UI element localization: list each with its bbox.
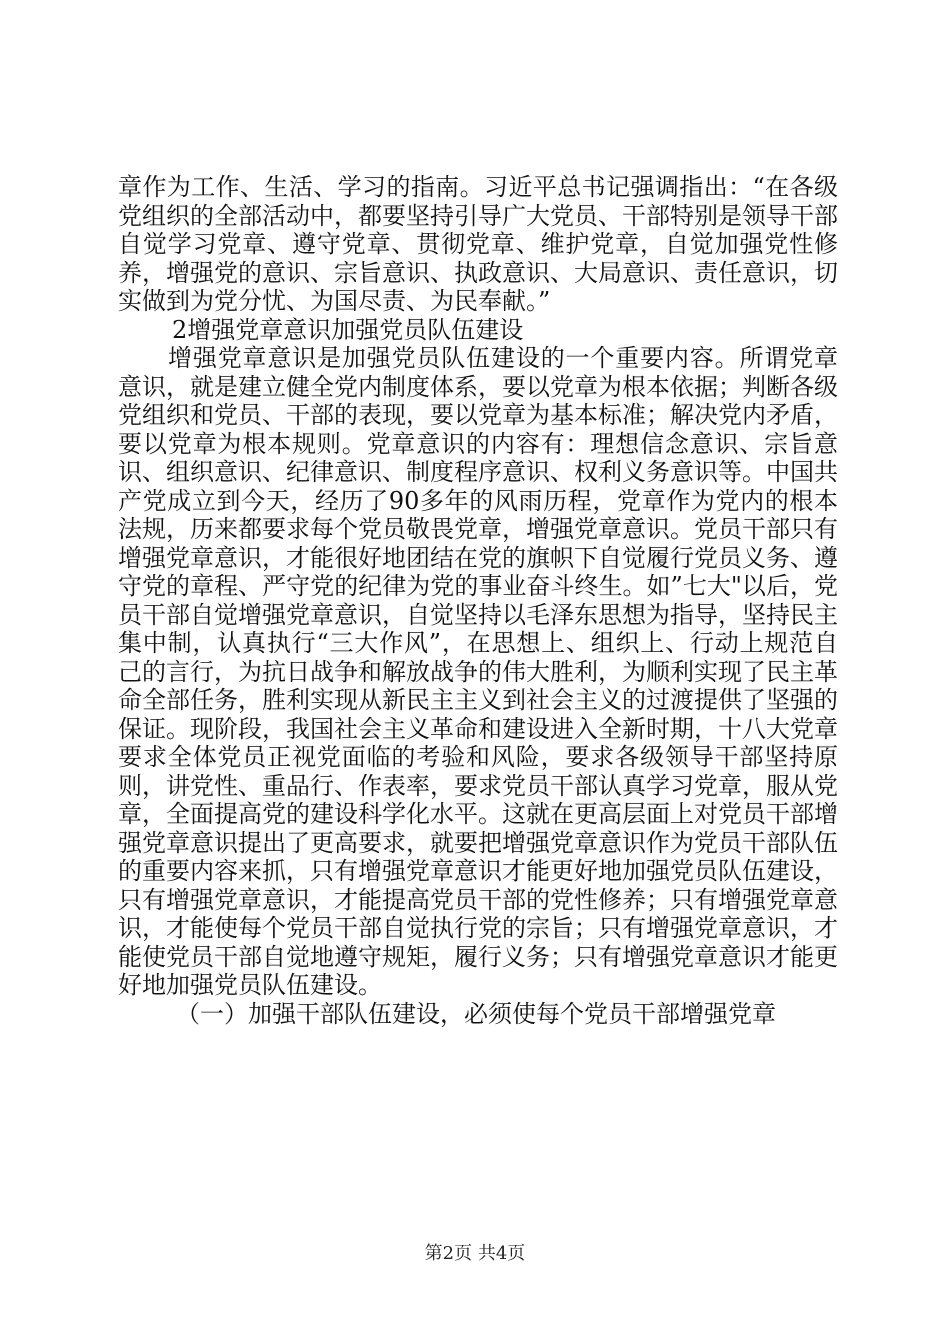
- paragraph-quote: 章作为工作、生活、学习的指南。习近平总书记强调指出：“在各级党组织的全部活动中，都要坚持引导广大党员、干部特别是领导干部自觉学习党章、遵守党章、贯彻党章、维护党章，自觉加强党性修养，增强党的意识、宗旨意识、执政意识、大局意识、责任意识，切实做到为党分忧、为国尽责、为民奉献。”: [118, 173, 838, 315]
- paragraph-body: 增强党章意识是加强党员队伍建设的一个重要内容。所谓党章意识，就是建立健全党内制度体系，要以党章为根本依据；判断各级党组织和党员、干部的表现，要以党章为基本标准；解决党内矛盾，要以党章为根本规则。党章意识的内容有：理想信念意识、宗旨意识、组织意识、纪律意识、制度程序意识、权利义务意识等。中国共产党成立到今天，经历了90多年的风雨历程，党章作为党内的根本法规，历来都要求每个党员敬畏党章，增强党章意识。党员干部只有增强党章意识，才能很好地团结在党的旗帜下自觉履行党员义务、遵守党的章程、严守党的纪律为党的事业奋斗终生。如”七大"以后，党员干部自觉增强党章意识，自觉坚持以毛泽东思想为指导，坚持民主集中制，认真执行“三大作风”，在思想上、组织上、行动上规范自己的言行，为抗日战争和解放战争的伟大胜利，为顺利实现了民主革命全部任务，胜利实现从新民主主义到社会主义的过渡提供了坚强的保证。现阶段，我国社会主义革命和建设进入全新时期，十八大党章要求全体党员正视党面临的考验和风险，要求各级领导干部坚持原则，讲党性、重品行、作表率，要求党员干部认真学习党章，服从党章，全面提高党的建设科学化水平。这就在更高层面上对党员干部增强党章意识提出了更高要求，就要把增强党章意识作为党员干部队伍的重要内容来抓，只有增强党章意识才能更好地加强党员队伍建设，只有增强党章意识，才能提高党员干部的党性修养；只有增强党章意识，才能使每个党员干部自觉执行党的宗旨；只有增强党章意识，才能使党员干部自觉地遵守规矩，履行义务；只有增强党章意识才能更好地加强党员队伍建设。: [118, 344, 838, 999]
- document-body: [118, 173, 838, 1028]
- page-number-footer: 第2页 共4页: [424, 1243, 526, 1264]
- subsection-heading: （一）加强干部队伍建设，必须使每个党员干部增强党章: [176, 999, 776, 1028]
- section-heading: 2增强党章意识加强党员队伍建设: [172, 315, 524, 344]
